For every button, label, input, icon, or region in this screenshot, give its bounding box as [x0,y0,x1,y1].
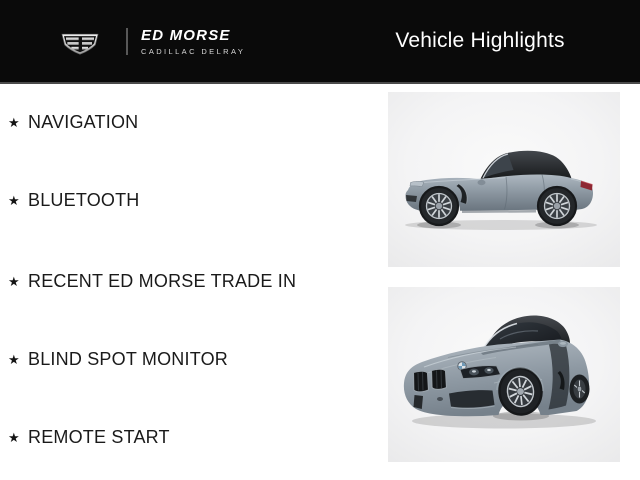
header-title-area [320,0,640,82]
brand-divider [126,28,128,55]
feature-label: BLIND SPOT MONITOR [28,348,228,369]
cadillac-crest-icon [60,28,100,55]
rear-wheel [538,187,576,225]
front-quarter-car-illustration [388,287,620,462]
star-icon: ★ [8,273,20,289]
dealer-brand [0,0,320,82]
header [0,0,640,84]
vehicle-photo-front-quarter [388,287,620,462]
feature-item-trade-in [8,268,296,294]
headlight [410,181,424,186]
feature-label: REMOTE START [28,426,170,447]
bumper-intake [449,390,495,408]
feature-label: NAVIGATION [28,111,139,132]
feature-item-remote-start [8,424,170,450]
star-icon: ★ [8,429,20,445]
brand-text [141,27,245,56]
vehicle-photo-side [388,92,620,267]
star-icon: ★ [8,114,20,130]
kidney-grille-left [414,371,429,392]
dealer-name: ED MORSE [141,26,231,44]
feature-label: RECENT ED MORSE TRADE IN [28,270,297,291]
dealer-subtitle: CADILLAC DELRAY [141,46,246,56]
kidney-grille-right [432,369,447,389]
feature-item-blind-spot-monitor [8,346,228,372]
side-view-car-illustration [388,92,620,267]
feature-item-navigation [8,109,138,135]
star-icon: ★ [8,192,20,208]
page-title: Vehicle Highlights [395,29,565,52]
star-icon: ★ [8,351,20,367]
rear-wheel [570,375,590,404]
feature-label: BLUETOOTH [28,189,140,210]
door-mirror [478,180,486,185]
feature-item-bluetooth [8,187,140,213]
front-wheel [420,187,458,225]
